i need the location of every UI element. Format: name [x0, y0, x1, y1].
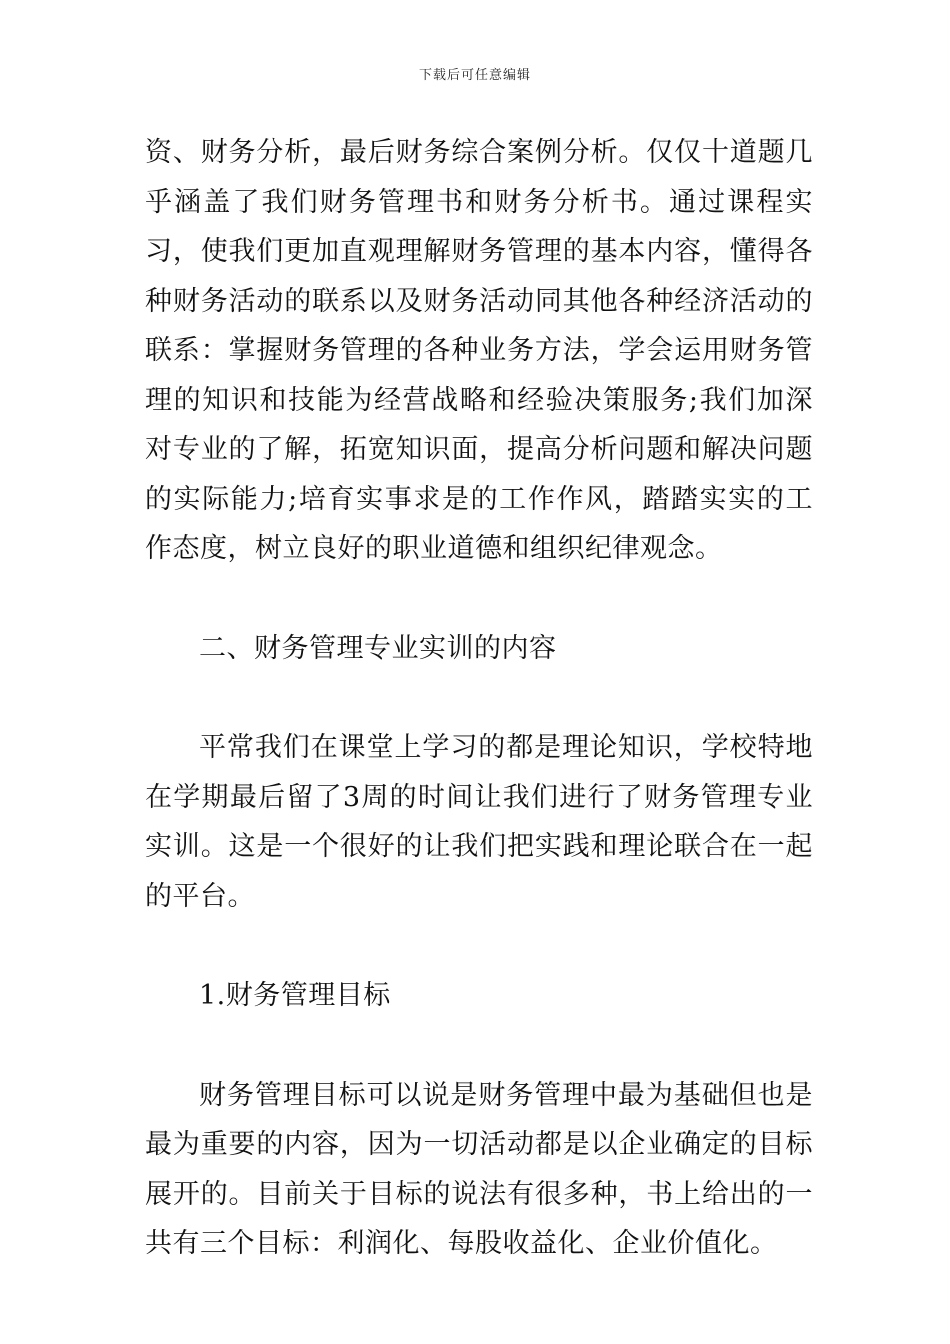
spacer [145, 673, 813, 723]
paragraph-1: 资、财务分析，最后财务综合案例分析。仅仅十道题几乎涵盖了我们财务管理书和财务分析书。通过课程实习，使我们更加直观理解财务管理的基本内容，懂得各种财务活动的联系以及财务活动同其他各种经济活动的联系：掌握财务管理的各种业务方法，学会运用财务管理的知识和技能为经营战略和经验决策服务;我们加深对专业的了解，拓宽知识面，提高分析问题和解决问题的实际能力;培育实事求是的工作作风，踏踏实实的工作态度，树立良好的职业道德和组织纪律观念。 [145, 137, 813, 564]
subheading-1: 1.财务管理目标 [199, 980, 391, 1011]
paragraph-2: 平常我们在课堂上学习的都是理论知识，学校特地在学期最后留了3周的时间让我们进行了财务管理专业实训。这是一个很好的让我们把实践和理论联合在一起的平台。 [145, 732, 813, 912]
header-note: 下载后可任意编辑 [418, 68, 531, 83]
spacer [145, 574, 813, 624]
paragraph-3: 财务管理目标可以说是财务管理中最为基础但也是最为重要的内容，因为一切活动都是以企业确定的目标展开的。目前关于目标的说法有很多种，书上给出的一共有三个目标：利润化、每股收益化、企业价值化。 [145, 1079, 813, 1259]
spacer [145, 921, 813, 971]
section-heading: 二、财务管理专业实训的内容 [199, 632, 557, 664]
spacer [145, 1021, 813, 1071]
document-body [145, 128, 813, 1269]
